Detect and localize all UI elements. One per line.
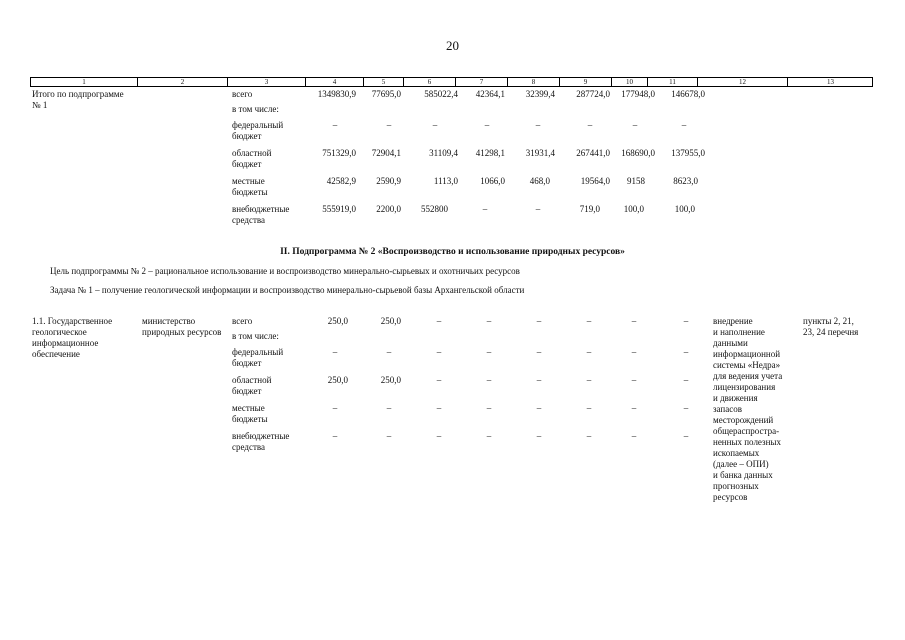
value-cell: 250,0 <box>327 316 348 326</box>
value-cell: – <box>386 431 392 441</box>
value-cell: 250,0 <box>380 316 401 326</box>
value-cell: – <box>683 316 689 326</box>
result-line: и банка данных <box>713 470 773 480</box>
value-cell: 100,0 <box>623 204 644 214</box>
goal-text: Цель подпрограммы № 2 – рациональное использование и воспроизводство минерально-сырьевых и охотничьих ресурсов <box>50 266 520 276</box>
value-cell: – <box>586 347 592 357</box>
value-cell: 287724,0 <box>576 89 610 99</box>
value-cell: – <box>436 403 442 413</box>
result-line: прогнозных <box>713 481 759 491</box>
source-label: в том числе: <box>232 104 279 114</box>
header-cell: 13 <box>787 78 873 87</box>
value-cell: 751329,0 <box>322 148 356 158</box>
item-executor: министерство природных ресурсов <box>142 316 222 337</box>
value-cell: 552800 <box>421 204 448 214</box>
header-cell: 7 <box>455 78 507 87</box>
header-cell: 3 <box>227 78 305 87</box>
source-label: всего <box>232 316 253 326</box>
value-cell: 42582,9 <box>326 176 356 186</box>
value-cell: 719,0 <box>579 204 600 214</box>
value-cell: – <box>436 347 442 357</box>
item-name: 1.1. Государственное геологическое информационное обеспечение <box>32 316 113 359</box>
value-cell: – <box>632 120 638 130</box>
summary-label: Итого по подпрограмме № 1 <box>32 89 124 110</box>
value-cell: – <box>631 347 637 357</box>
value-cell: 8623,0 <box>673 176 698 186</box>
result-line: информационной <box>713 349 781 359</box>
header-cell: 4 <box>305 78 363 87</box>
value-cell: 146678,0 <box>671 89 705 99</box>
value-cell: – <box>386 403 392 413</box>
value-cell: – <box>536 316 542 326</box>
source-label: всего <box>232 89 253 99</box>
result-line: для ведения учета <box>713 371 783 381</box>
source-label: местные бюджеты <box>232 403 268 424</box>
value-cell: 250,0 <box>327 375 348 385</box>
value-cell: – <box>631 403 637 413</box>
value-cell: – <box>586 316 592 326</box>
value-cell: 267441,0 <box>576 148 610 158</box>
item-reference <box>803 316 878 338</box>
value-cell: 72904,1 <box>371 148 401 158</box>
value-cell: – <box>436 431 442 441</box>
value-cell: – <box>436 316 442 326</box>
page-number: 20 <box>446 38 459 53</box>
header-cell: 11 <box>647 78 697 87</box>
value-cell: – <box>683 431 689 441</box>
value-cell: – <box>332 347 338 357</box>
task-text: Задача № 1 – получение геологической информации и воспроизводство минерально-сырьевой базы Архангельской области <box>50 285 525 295</box>
value-cell: 1066,0 <box>480 176 505 186</box>
value-cell: 31109,4 <box>429 148 458 158</box>
value-cell: – <box>332 120 338 130</box>
value-cell: – <box>683 403 689 413</box>
source-label: внебюджетные средства <box>232 431 290 452</box>
result-line: общераспростра- <box>713 426 780 436</box>
value-cell: 2200,0 <box>376 204 401 214</box>
value-cell: – <box>386 347 392 357</box>
value-cell: – <box>432 120 438 130</box>
value-cell: – <box>683 347 689 357</box>
value-cell: 9158 <box>627 176 645 186</box>
table-header-row <box>30 77 873 87</box>
value-cell: – <box>486 431 492 441</box>
value-cell: – <box>484 120 490 130</box>
result-line: ресурсов <box>713 492 748 502</box>
value-cell: 1113,0 <box>433 176 458 186</box>
result-line: и наполнение <box>713 327 765 337</box>
value-cell: 1349830,9 <box>317 89 356 99</box>
value-cell: – <box>536 375 542 385</box>
result-line: (далее – ОПИ) <box>713 459 769 469</box>
header-cell: 5 <box>363 78 403 87</box>
value-cell: – <box>536 347 542 357</box>
value-cell: 31931,4 <box>525 148 555 158</box>
header-cell: 8 <box>507 78 559 87</box>
result-line: ископаемых <box>713 448 760 458</box>
reference-line: пункты 2, 21, <box>803 316 854 326</box>
value-cell: 32399,4 <box>525 89 555 99</box>
value-cell: 19564,0 <box>580 176 610 186</box>
value-cell: 555919,0 <box>322 204 356 214</box>
result-line: и движения <box>713 393 758 403</box>
result-line: ненных полезных <box>713 437 781 447</box>
value-cell: 137955,0 <box>671 148 705 158</box>
value-cell: 100,0 <box>674 204 695 214</box>
value-cell: – <box>587 120 593 130</box>
header-cell: 6 <box>403 78 455 87</box>
result-line: запасов <box>713 404 742 414</box>
header-cell: 10 <box>611 78 647 87</box>
section-title: II. Подпрограмма № 2 «Воспроизводство и использование природных ресурсов» <box>280 247 625 257</box>
value-cell: – <box>681 120 687 130</box>
header-cell: 12 <box>697 78 787 87</box>
value-cell: 41298,1 <box>475 148 505 158</box>
source-label: федеральный бюджет <box>232 120 284 141</box>
value-cell: – <box>486 403 492 413</box>
source-label: федеральный бюджет <box>232 347 284 368</box>
value-cell: 77695,0 <box>371 89 401 99</box>
value-cell: 177948,0 <box>621 89 655 99</box>
result-line: лицензирования <box>713 382 776 392</box>
value-cell: – <box>535 204 541 214</box>
value-cell: – <box>586 403 592 413</box>
value-cell: – <box>535 120 541 130</box>
result-line: данными <box>713 338 748 348</box>
value-cell: – <box>486 347 492 357</box>
value-cell: – <box>586 375 592 385</box>
value-cell: 168690,0 <box>621 148 655 158</box>
value-cell: 468,0 <box>529 176 550 186</box>
value-cell: 250,0 <box>380 375 401 385</box>
value-cell: – <box>586 431 592 441</box>
reference-line: 23, 24 перечня <box>803 327 859 337</box>
source-label: областной бюджет <box>232 148 272 169</box>
value-cell: – <box>332 431 338 441</box>
header-cell: 1 <box>82 78 86 86</box>
value-cell: – <box>536 403 542 413</box>
value-cell: – <box>683 375 689 385</box>
header-cell: 2 <box>137 78 227 87</box>
header-cell: 9 <box>559 78 611 87</box>
result-line: месторождений <box>713 415 774 425</box>
value-cell: – <box>486 316 492 326</box>
value-cell: – <box>486 375 492 385</box>
value-cell: – <box>332 403 338 413</box>
value-cell: – <box>631 431 637 441</box>
value-cell: – <box>386 120 392 130</box>
value-cell: – <box>536 431 542 441</box>
value-cell: 585022,4 <box>424 89 458 99</box>
source-label: в том числе: <box>232 331 279 341</box>
source-label: местные бюджеты <box>232 176 268 197</box>
source-label: областной бюджет <box>232 375 272 396</box>
value-cell: – <box>482 204 488 214</box>
value-cell: 2590,9 <box>376 176 401 186</box>
item-result <box>713 316 798 503</box>
result-line: внедрение <box>713 316 753 326</box>
value-cell: – <box>631 316 637 326</box>
result-line: системы «Недра» <box>713 360 781 370</box>
source-label: внебюджетные средства <box>232 204 290 225</box>
value-cell: 42364,1 <box>475 89 505 99</box>
value-cell: – <box>436 375 442 385</box>
value-cell: – <box>631 375 637 385</box>
